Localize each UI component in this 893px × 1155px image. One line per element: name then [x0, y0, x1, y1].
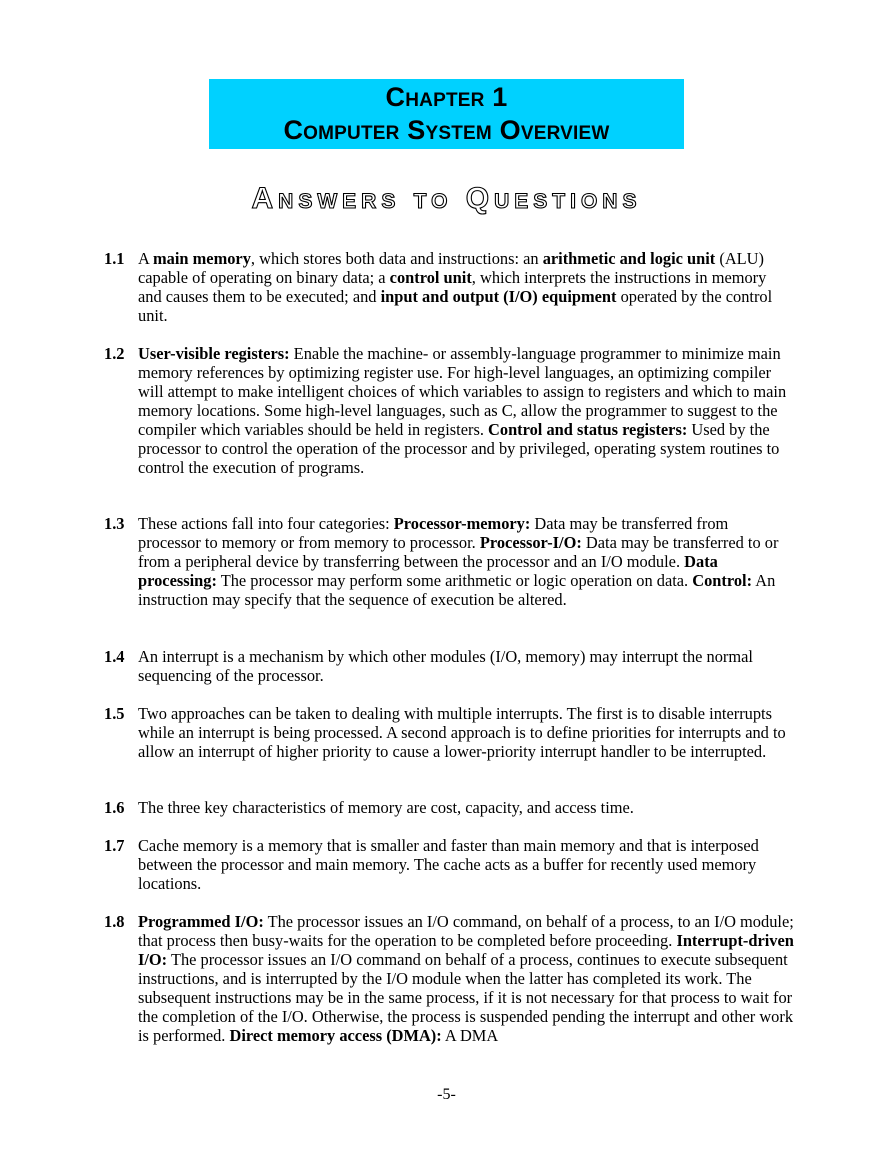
answer-run: Two approaches can be taken to dealing with multiple interrupts. The first is to disable interrupts while an interrupt is being processed. A second approach is to define priorities for interrupts and to allow an interrupt of higher priority to cause a lower-priority interrupt handler to be interrupted. — [138, 704, 786, 761]
question-number: 1.1 — [104, 249, 125, 268]
answer-run: An instruction may specify that the sequence of execution be altered. — [138, 571, 776, 609]
question-1-6 — [104, 798, 794, 817]
answer-run: (ALU) capable of operating on binary data; a — [138, 249, 764, 287]
answer-run: A DMA — [441, 1026, 499, 1045]
bold-term: Control: — [692, 571, 753, 590]
answer-run: The processor issues an I/O command on behalf of a process, continues to execute subsequent instructions, and is interrupted by the I/O module when the latter has completed its work. The subsequent instructions may be in the same process, if it is not necessary for that process to wait for the completion of the I/O. Otherwise, the process is suspended pending the interrupt and other work is performed. — [138, 950, 794, 1045]
bold-term: arithmetic and logic unit — [542, 249, 716, 268]
chapter-name: Computer System Overview — [283, 115, 610, 145]
bold-term: Direct memory access (DMA): — [229, 1026, 442, 1045]
question-number: 1.4 — [104, 647, 125, 666]
answer-run: The processor issues an I/O command, on behalf of a process, to an I/O module; that process then busy-waits for the operation to be completed before proceeding. — [138, 912, 794, 950]
answer-run: , which interprets the instructions in memory and causes them to be executed; and — [138, 268, 767, 306]
question-number: 1.6 — [104, 798, 125, 817]
answer-text — [138, 344, 794, 477]
question-1-3 — [104, 514, 794, 609]
answer-text — [138, 836, 794, 893]
bold-term: Programmed I/O: — [138, 912, 264, 931]
question-1-1 — [104, 249, 794, 325]
bold-term: main memory — [153, 249, 251, 268]
answer-run: Used by the processor to control the operation of the processor and by privileged, operating system routines to control the execution of programs. — [138, 420, 780, 477]
question-1-2 — [104, 344, 794, 477]
answer-run: The three key characteristics of memory are cost, capacity, and access time. — [138, 798, 634, 817]
answer-run: Enable the machine- or assembly-language programmer to minimize main memory references by optimizing register use. For high-level languages, an optimizing compiler will attempt to make intelligent choices of which variables to assign to registers and which to main memory locations. Some high-level languages, such as C, allow the programmer to suggest to the compiler which variables should be held in registers. — [138, 344, 787, 439]
bold-term: Processor-I/O: — [479, 533, 582, 552]
question-number: 1.2 — [104, 344, 125, 363]
question-1-8 — [104, 912, 794, 1045]
answer-run: Cache memory is a memory that is smaller and faster than main memory and that is interposed between the processor and main memory. The cache acts as a buffer for recently used memory locations. — [138, 836, 759, 893]
question-number: 1.8 — [104, 912, 125, 931]
answer-run: An interrupt is a mechanism by which other modules (I/O, memory) may interrupt the normal sequencing of the processor. — [138, 647, 753, 685]
question-number: 1.7 — [104, 836, 125, 855]
answer-run: operated by the control unit. — [138, 287, 773, 325]
answer-text — [138, 249, 794, 325]
bold-term: Data processing: — [138, 552, 718, 590]
question-number: 1.3 — [104, 514, 125, 533]
question-1-4 — [104, 647, 794, 685]
question-number: 1.5 — [104, 704, 125, 723]
answer-run: Data may be transferred to or from a peripheral device by transferring between the processor and an I/O module. — [138, 533, 779, 571]
chapter-title — [209, 79, 684, 149]
answer-text — [138, 514, 794, 609]
answer-text — [138, 798, 794, 817]
bold-term: control unit — [389, 268, 472, 287]
answer-run: The processor may perform some arithmetic or logic operation on data. — [216, 571, 693, 590]
answer-text — [138, 912, 794, 1045]
chapter-number: Chapter 1 — [385, 82, 508, 112]
bold-term: Interrupt-driven I/O: — [138, 931, 794, 969]
bold-term: User-visible registers: — [138, 344, 290, 363]
answer-run: A — [138, 249, 154, 268]
answer-text — [138, 704, 794, 761]
bold-term: Control and status registers: — [488, 420, 688, 439]
answer-run: These actions fall into four categories: — [138, 514, 394, 533]
bold-term: input and output (I/O) equipment — [380, 287, 617, 306]
section-heading: Answers to Questions — [251, 182, 642, 215]
bold-term: Processor-memory: — [393, 514, 531, 533]
question-1-7 — [104, 836, 794, 893]
answer-run: Data may be transferred from processor to memory or from memory to processor. — [138, 514, 729, 552]
answer-text — [138, 647, 794, 685]
question-1-5 — [104, 704, 794, 761]
page-number: -5- — [437, 1086, 456, 1103]
answer-run: , which stores both data and instructions: an — [250, 249, 543, 268]
